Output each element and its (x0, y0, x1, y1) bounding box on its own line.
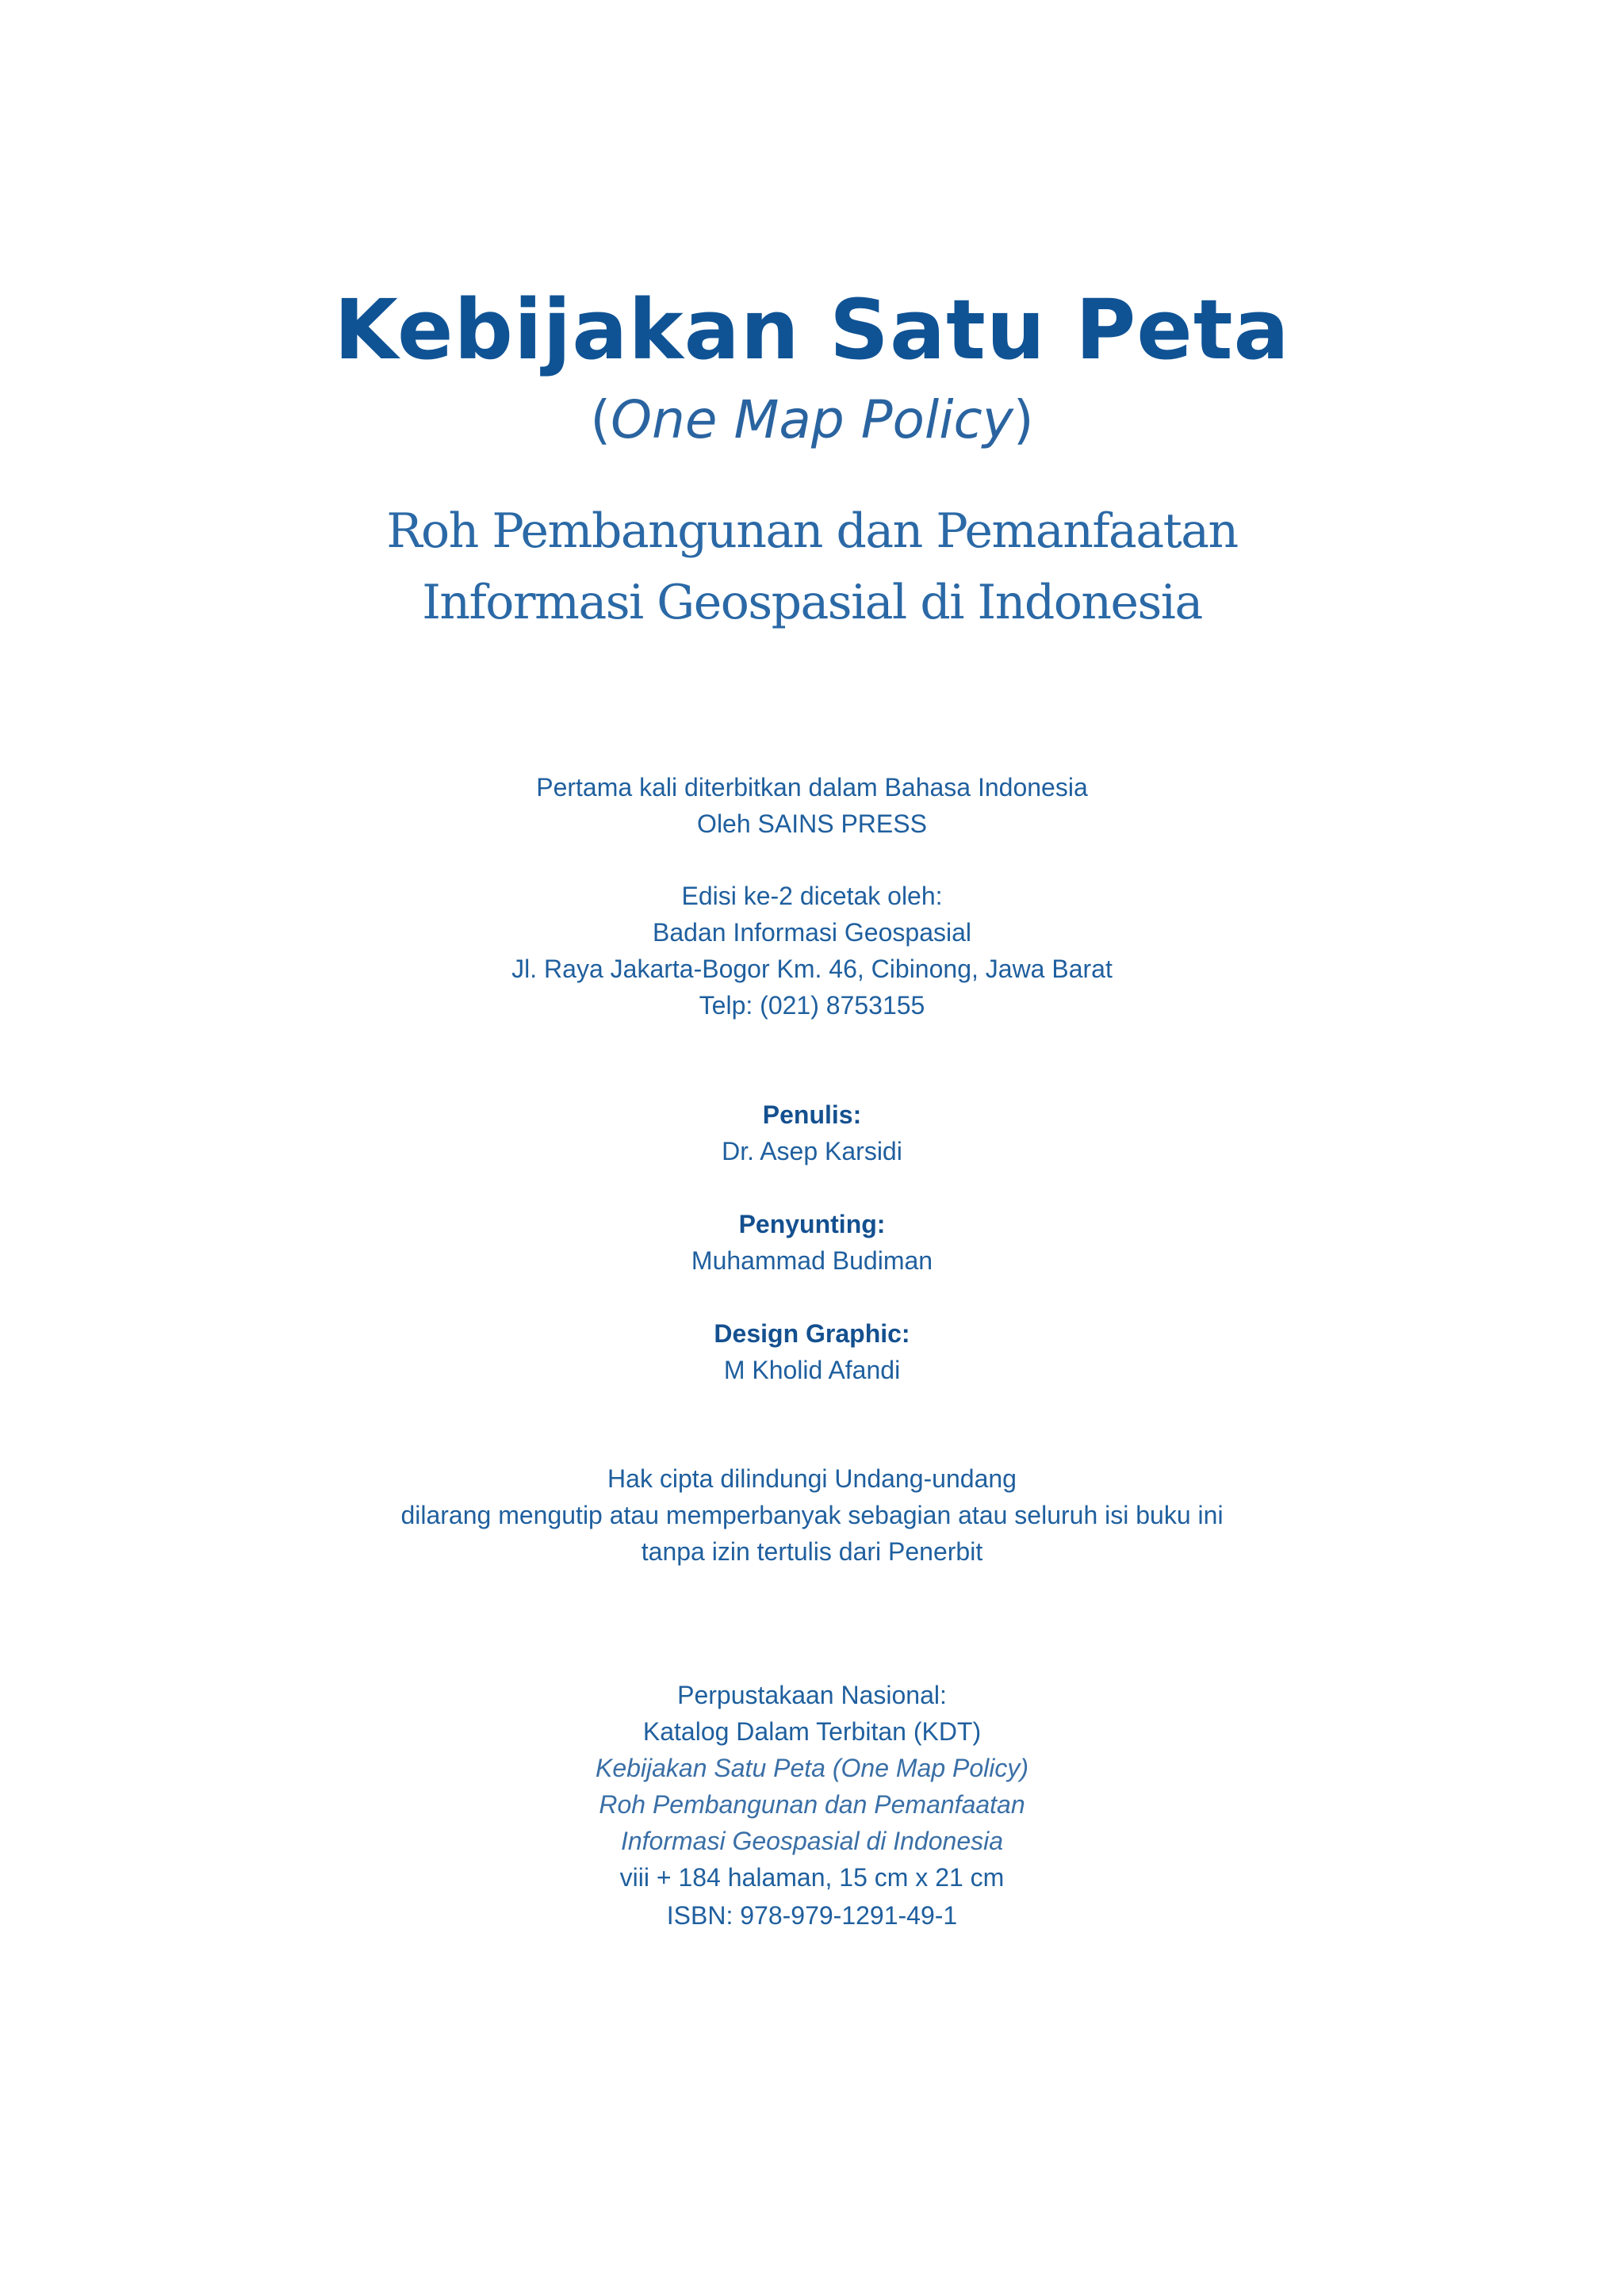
book-subtitle (0, 388, 1624, 452)
printer-name: Badan Informasi Geospasial (653, 918, 971, 947)
catalog-subtitle-2: Informasi Geospasial di Indonesia (620, 1827, 1004, 1855)
designer-name: M Kholid Afandi (723, 1356, 901, 1384)
catalog-title: Kebijakan Satu Peta (One Map Policy) (595, 1754, 1029, 1782)
catalog-kdt: Katalog Dalam Terbitan (KDT) (642, 1717, 982, 1746)
catalog-pages: viii + 184 halaman, 15 cm x 21 cm (619, 1863, 1005, 1892)
catalog-subtitle-1: Roh Pembangunan dan Pemanfaatan (599, 1790, 1025, 1819)
catalog-isbn: ISBN: 978-979-1291-49-1 (666, 1901, 958, 1930)
edition-line: Edisi ke-2 dicetak oleh: (681, 882, 943, 910)
tagline-line-1: Roh Pembangunan dan Pemanfaatan (386, 503, 1238, 559)
catalog-library: Perpustakaan Nasional: (677, 1681, 947, 1709)
subtitle-text: One Map Policy (611, 389, 1013, 450)
copyright-line-2: dilarang mengutip atau memperbanyak sebagian atau seluruh isi buku ini (400, 1501, 1224, 1529)
book-title: Kebijakan Satu Peta (334, 281, 1290, 378)
tagline-line-2: Informasi Geospasial di Indonesia (422, 575, 1202, 630)
publisher-line: Oleh SAINS PRESS (697, 809, 927, 838)
subtitle-close-bracket: ) (1013, 389, 1034, 450)
copyright-line-3: tanpa izin tertulis dari Penerbit (641, 1537, 983, 1566)
first-published-line: Pertama kali diterbitkan dalam Bahasa Indonesia (536, 773, 1088, 802)
writer-name: Dr. Asep Karsidi (722, 1137, 902, 1165)
printer-phone: Telp: (021) 8753155 (699, 991, 925, 1020)
writer-label: Penulis: (762, 1100, 862, 1129)
editor-label: Penyunting: (738, 1210, 886, 1238)
copyright-line-1: Hak cipta dilindungi Undang-undang (607, 1464, 1017, 1493)
design-label: Design Graphic: (714, 1319, 910, 1348)
editor-name: Muhammad Budiman (691, 1246, 933, 1275)
printer-address: Jl. Raya Jakarta-Bogor Km. 46, Cibinong, Jawa Barat (511, 955, 1113, 983)
subtitle-open-bracket: ( (590, 389, 611, 450)
